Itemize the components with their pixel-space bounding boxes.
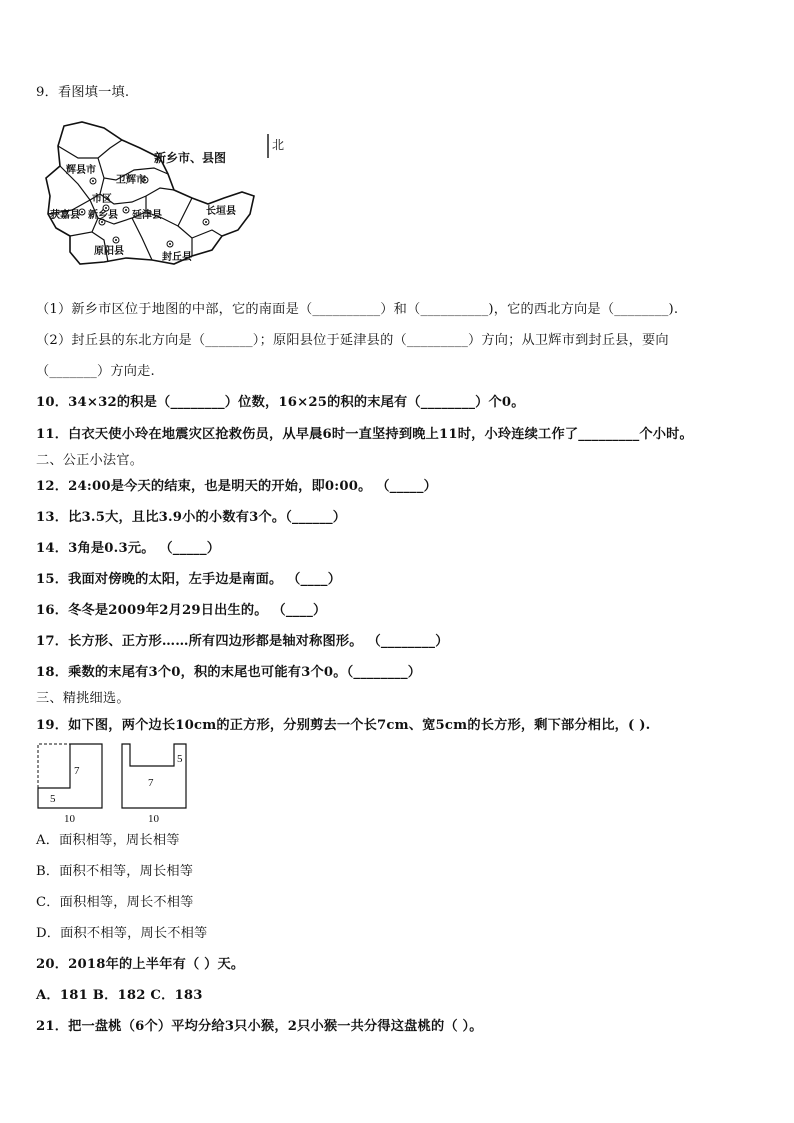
q19-option-d: D．面积不相等，周长不相等	[36, 926, 208, 941]
q20-options: A．181 B．182 C．183	[36, 988, 203, 1003]
map-outline	[46, 122, 254, 264]
map-label-huixian: 辉县市	[66, 165, 96, 176]
map-label-yanjin: 延津县	[132, 210, 162, 221]
map-label-shiqu: 市区	[92, 194, 112, 205]
section-3-heading: 三、精挑细选。	[36, 691, 130, 706]
q10: 10．34×32的积是（________）位数，16×25的积的末尾有（________）个0。	[36, 395, 525, 410]
city-dot	[105, 207, 107, 209]
square-a-label-5: 5	[50, 793, 56, 805]
judge-item: 15．我面对傍晚的太阳，左手边是南面。 （____）	[36, 572, 342, 587]
q19-option-c: C．面积相等，周长不相等	[36, 895, 194, 910]
q9-title: 9．看图填一填.	[36, 85, 130, 100]
judge-item: 14．3角是0.3元。 （_____）	[36, 541, 221, 556]
map-label-huojia: 获嘉县	[50, 210, 80, 221]
city-dot	[169, 243, 171, 245]
city-dot	[125, 209, 127, 211]
map-border	[192, 230, 222, 238]
north-label: 北	[272, 138, 285, 152]
map-label-fengqiu: 封丘县	[162, 252, 192, 263]
square-a-cut	[38, 744, 70, 788]
city-dot	[115, 239, 117, 241]
q19-squares-figure	[34, 740, 204, 826]
xinxiang-map	[42, 118, 298, 274]
q20-stem: 20．2018年的上半年有（ ）天。	[36, 957, 245, 972]
map-label-weihui: 卫辉市	[116, 175, 146, 186]
square-a-remaining	[38, 744, 102, 808]
q9-sub1: （1）新乡市区位于地图的中部，它的南面是（__________）和（__________)，它的西北方向是（________).	[36, 302, 679, 317]
judge-item: 12．24:00是今天的结束，也是明天的开始，即0:00。 （_____）	[36, 479, 438, 494]
map-label-yuanyang: 原阳县	[94, 246, 124, 257]
square-b-label-5: 5	[177, 753, 183, 765]
section-2-heading: 二、公正小法官。	[36, 453, 144, 468]
map-border	[58, 140, 122, 158]
q9-sub2a: （2）封丘县的东北方向是（_______）；原阳县位于延津县的（_________）方向；从卫辉市到封丘县，要向	[36, 333, 669, 348]
judge-item: 17．长方形、正方形……所有四边形都是轴对称图形。 （________）	[36, 634, 449, 649]
square-a-label-7: 7	[74, 765, 80, 777]
judge-item: 16．冬冬是2009年2月29日出生的。 （____）	[36, 603, 327, 618]
map-label-changyuan: 长垣县	[206, 206, 236, 217]
city-dot	[81, 211, 83, 213]
q19-option-b: B．面积不相等，周长相等	[36, 864, 194, 879]
map-title: 新乡市、县图	[154, 151, 227, 165]
square-b-label-10: 10	[148, 813, 159, 825]
city-dot	[205, 221, 207, 223]
square-a-label-10: 10	[64, 813, 75, 825]
square-b-label-7: 7	[148, 777, 154, 789]
city-dot	[92, 180, 94, 182]
q9-sub2b: （_______）方向走.	[36, 364, 155, 379]
q21-stem: 21．把一盘桃（6个）平均分给3只小猴，2只小猴一共分得这盘桃的（ ）。	[36, 1019, 483, 1034]
q11: 11．白衣天使小玲在地震灾区抢救伤员，从早晨6时一直坚持到晚上11时，小玲连续工作了_________个小时。	[36, 427, 693, 442]
city-dot	[101, 221, 103, 223]
q19-stem: 19．如下图，两个边长10cm的正方形，分别剪去一个长7cm、宽5cm的长方形，剩下部分相比，( ).	[36, 718, 651, 733]
judge-item: 13．比3.5大，且比3.9小的小数有3个。（______）	[36, 510, 347, 525]
judge-item: 18．乘数的末尾有3个0，积的末尾也可能有3个0。（________）	[36, 665, 422, 680]
map-label-xinxiangxian: 新乡县	[88, 210, 118, 221]
map-border	[132, 218, 152, 260]
q19-option-a: A．面积相等，周长相等	[36, 833, 180, 848]
